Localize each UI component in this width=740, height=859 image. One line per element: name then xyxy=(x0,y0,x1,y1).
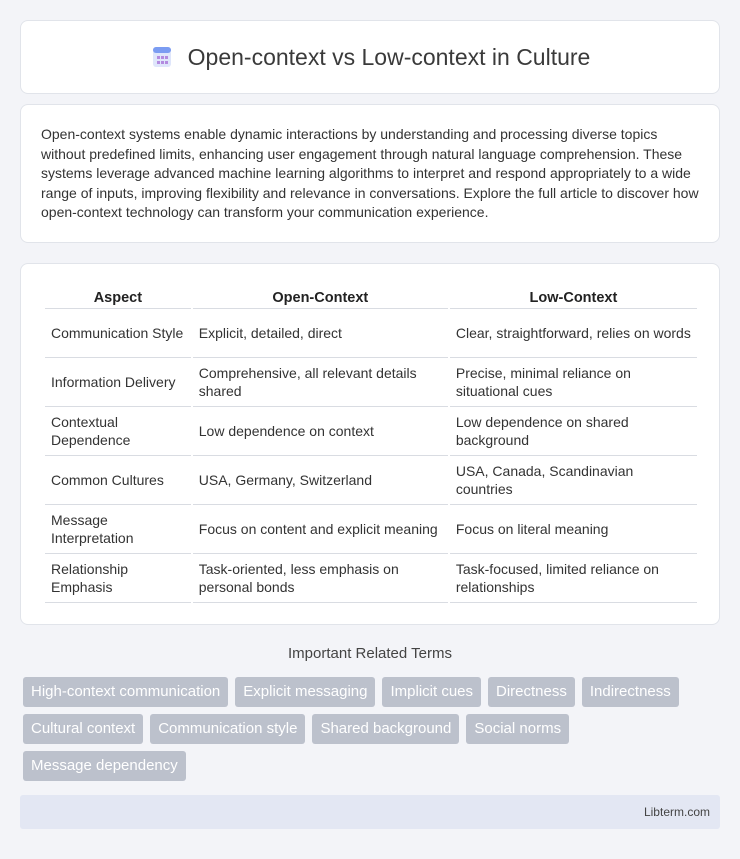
table-cell: Comprehensive, all relevant details shared xyxy=(193,358,448,407)
table-cell: Information Delivery xyxy=(45,358,191,407)
table-cell: Relationship Emphasis xyxy=(45,554,191,603)
comparison-table xyxy=(43,286,699,603)
table-cell: Explicit, detailed, direct xyxy=(193,309,448,358)
comparison-table-card xyxy=(20,263,720,625)
intro-card xyxy=(20,104,720,243)
related-term-tag[interactable]: Implicit cues xyxy=(382,677,481,707)
table-cell: Focus on content and explicit meaning xyxy=(193,505,448,554)
table-row xyxy=(45,505,697,554)
table-row xyxy=(45,554,697,603)
related-term-tag[interactable]: Indirectness xyxy=(582,677,679,707)
page-title: Open-context vs Low-context in Culture xyxy=(187,43,591,70)
table-cell: Contextual Dependence xyxy=(45,407,191,456)
footer xyxy=(20,795,720,829)
related-term-tag[interactable]: Social norms xyxy=(466,714,569,744)
table-cell: Focus on literal meaning xyxy=(450,505,697,554)
table-cell: USA, Germany, Switzerland xyxy=(193,456,448,505)
table-cell: Precise, minimal reliance on situational cues xyxy=(450,358,697,407)
related-term-tag[interactable]: High-context communication xyxy=(23,677,228,707)
header-aspect: Aspect xyxy=(45,286,191,309)
table-row xyxy=(45,407,697,456)
table-row xyxy=(45,309,697,358)
header-open-context: Open-Context xyxy=(193,286,448,309)
related-term-tag[interactable]: Message dependency xyxy=(23,751,186,781)
table-cell: Communication Style xyxy=(45,309,191,358)
related-term-tag[interactable]: Cultural context xyxy=(23,714,143,744)
table-cell: Low dependence on context xyxy=(193,407,448,456)
table-row xyxy=(45,456,697,505)
related-term-tag[interactable]: Communication style xyxy=(150,714,305,744)
table-cell: Task-oriented, less emphasis on personal bonds xyxy=(193,554,448,603)
table-header-row xyxy=(45,286,697,309)
footer-site-link[interactable]: Libterm.com xyxy=(643,805,710,819)
table-cell: Clear, straightforward, relies on words xyxy=(450,309,697,358)
table-cell: Common Cultures xyxy=(45,456,191,505)
header-card xyxy=(20,20,720,94)
document-icon xyxy=(150,45,174,69)
table-row xyxy=(45,358,697,407)
table-cell: USA, Canada, Scandinavian countries xyxy=(450,456,697,505)
related-term-tag[interactable]: Directness xyxy=(488,677,575,707)
related-terms-tags xyxy=(23,677,723,781)
table-cell: Message Interpretation xyxy=(45,505,191,554)
related-term-tag[interactable]: Shared background xyxy=(312,714,459,744)
title-wrap xyxy=(150,44,591,71)
table-cell: Low dependence on shared background xyxy=(450,407,697,456)
table-cell: Task-focused, limited reliance on relationships xyxy=(450,554,697,603)
related-terms-title: Important Related Terms xyxy=(288,645,452,662)
related-term-tag[interactable]: Explicit messaging xyxy=(235,677,375,707)
header-low-context: Low-Context xyxy=(450,286,697,309)
intro-text: Open-context systems enable dynamic interactions by understanding and processing diverse topics without predefined limits, enhancing user engagement through natural language comprehension. These systems leverage advanced machine learning algorithms to interpret and respond appropriately to a wide range of inputs, improving flexibility and relevance in conversations. Explore the full article to discover how open-context technology can transform your communication experience. xyxy=(41,126,699,220)
